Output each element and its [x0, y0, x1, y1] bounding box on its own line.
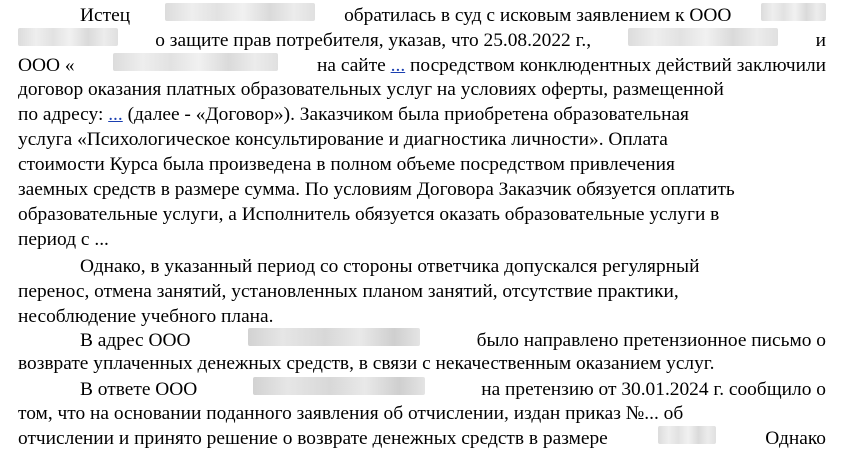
text-fragment: образовательные услуги, а Исполнитель обязуется оказать образовательные услуги в: [18, 204, 720, 225]
text-line: [18, 228, 109, 252]
site-link[interactable]: ...: [390, 55, 406, 76]
redacted-block: [113, 53, 278, 71]
text-line: [80, 328, 826, 352]
text-fragment: В ответе ООО: [80, 379, 198, 400]
redacted-block: [165, 3, 315, 21]
redacted-block: [253, 377, 425, 395]
text-line: [80, 3, 826, 27]
redacted-block: [248, 328, 420, 346]
text-fragment: возврате уплаченных денежных средств, в связи с некачественным оказанием услуг.: [18, 353, 715, 374]
text-fragment: обратилась в суд с исковым заявлением к ООО: [344, 5, 732, 26]
text-line: [18, 128, 826, 152]
redacted-block: [628, 28, 778, 46]
text-line: [18, 203, 826, 227]
text-line: [18, 178, 826, 202]
text-fragment: перенос, отмена занятий, установленных планом занятий, отсутствие практики,: [18, 281, 679, 302]
text-fragment: по адресу: ... (далее - «Договор»). Заказчиком была приобретена образовательная: [18, 104, 689, 125]
text-fragment: несоблюдение учебного плана.: [18, 306, 274, 327]
text-fragment: Истец: [80, 5, 135, 26]
text-fragment: на сайте ... посредством конклюдентных действий заключили: [317, 55, 826, 76]
text-fragment: договор оказания платных образовательных услуг на условиях оферты, размещенной: [18, 79, 724, 100]
redacted-block: [18, 28, 118, 46]
text-line: [18, 78, 826, 102]
text-fragment: В адрес ООО: [80, 330, 191, 351]
text-fragment: услуга «Психологическое консультирование и диагностика личности». Оплата: [18, 129, 668, 150]
text-line: [18, 305, 274, 329]
text-fragment: период с ...: [18, 229, 109, 250]
text-fragment: ООО «: [18, 55, 75, 76]
text-fragment: Однако, в указанный период со стороны ответчика допускался регулярный: [80, 256, 700, 277]
text-line: [18, 103, 826, 127]
text-fragment: было направлено претензионное письмо о: [476, 330, 826, 351]
text-fragment: и: [815, 30, 826, 51]
redacted-block: [761, 3, 826, 21]
offer-link[interactable]: ...: [108, 104, 123, 125]
text-line: [18, 28, 826, 52]
text-fragment: отчислении и принято решение о возврате денежных средств в размере: [18, 428, 608, 449]
text-line: [18, 426, 826, 450]
text-fragment: том, что на основании поданного заявления об отчислении, издан приказ №... об: [18, 403, 684, 424]
text-fragment: на претензию от 30.01.2024 г. сообщило о: [481, 379, 826, 400]
redacted-block: [658, 426, 716, 444]
text-line: [18, 280, 826, 304]
text-line: [18, 402, 826, 426]
text-fragment: заемных средств в размере сумма. По условиям Договора Заказчик обязуется оплатить: [18, 179, 735, 200]
text-line: [18, 153, 826, 177]
text-line: [18, 53, 826, 77]
text-fragment: Однако: [765, 428, 826, 449]
text-line: [80, 255, 826, 279]
text-line: [80, 377, 826, 401]
text-line: [18, 352, 826, 376]
text-fragment: стоимости Курса была произведена в полном объеме посредством привлечения: [18, 154, 675, 175]
text-fragment: о защите прав потребителя, указав, что 25.08.2022 г.,: [155, 30, 592, 51]
